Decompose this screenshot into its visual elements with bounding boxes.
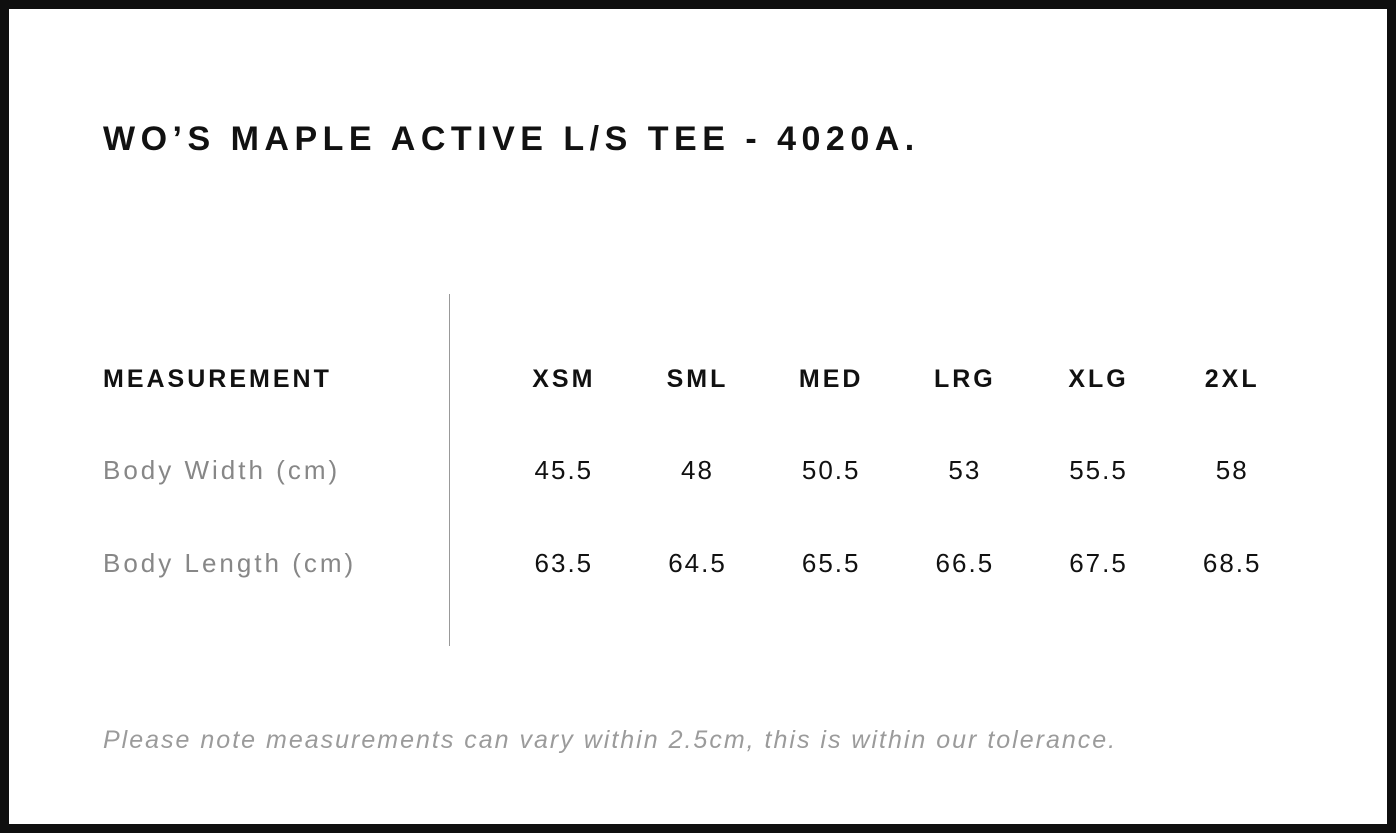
size-column-header-xlg: XLG xyxy=(1068,365,1129,393)
tolerance-note: Please note measurements can vary within 2.5cm, this is within our tolerance. xyxy=(103,726,1118,754)
body-width-value-cells xyxy=(497,453,1299,487)
row-label-body-width: Body Width (cm) xyxy=(103,455,341,485)
product-title: WO’S MAPLE ACTIVE L/S TEE - 4020A. xyxy=(103,120,920,158)
body-length-value-lrg: 66.5 xyxy=(935,548,995,578)
body-width-value-med: 50.5 xyxy=(801,455,861,485)
table-header-row xyxy=(9,362,1387,396)
size-column-header-xsm: XSM xyxy=(532,365,596,393)
body-length-value-med: 65.5 xyxy=(801,548,861,578)
body-length-value-cells xyxy=(497,546,1299,580)
size-header-cells xyxy=(497,362,1299,396)
row-label-body-length: Body Length (cm) xyxy=(103,548,357,578)
size-column-header-med: MED xyxy=(798,365,864,393)
size-column-header-2xl: 2XL xyxy=(1204,365,1260,393)
size-column-header-sml: SML xyxy=(666,365,729,393)
body-length-value-xsm: 63.5 xyxy=(534,548,594,578)
body-width-value-2xl: 58 xyxy=(1215,455,1249,485)
body-length-value-xlg: 67.5 xyxy=(1069,548,1128,578)
measurement-column-header: MEASUREMENT xyxy=(103,365,332,393)
body-length-value-2xl: 68.5 xyxy=(1202,548,1262,578)
body-width-value-sml: 48 xyxy=(681,455,714,485)
body-width-value-xlg: 55.5 xyxy=(1069,455,1128,485)
body-width-value-xsm: 45.5 xyxy=(534,455,594,485)
size-column-header-lrg: LRG xyxy=(933,365,996,393)
body-width-value-lrg: 53 xyxy=(948,455,982,485)
body-length-value-sml: 64.5 xyxy=(668,548,727,578)
table-row-body-length xyxy=(9,546,1387,580)
table-row-body-width xyxy=(9,453,1387,487)
